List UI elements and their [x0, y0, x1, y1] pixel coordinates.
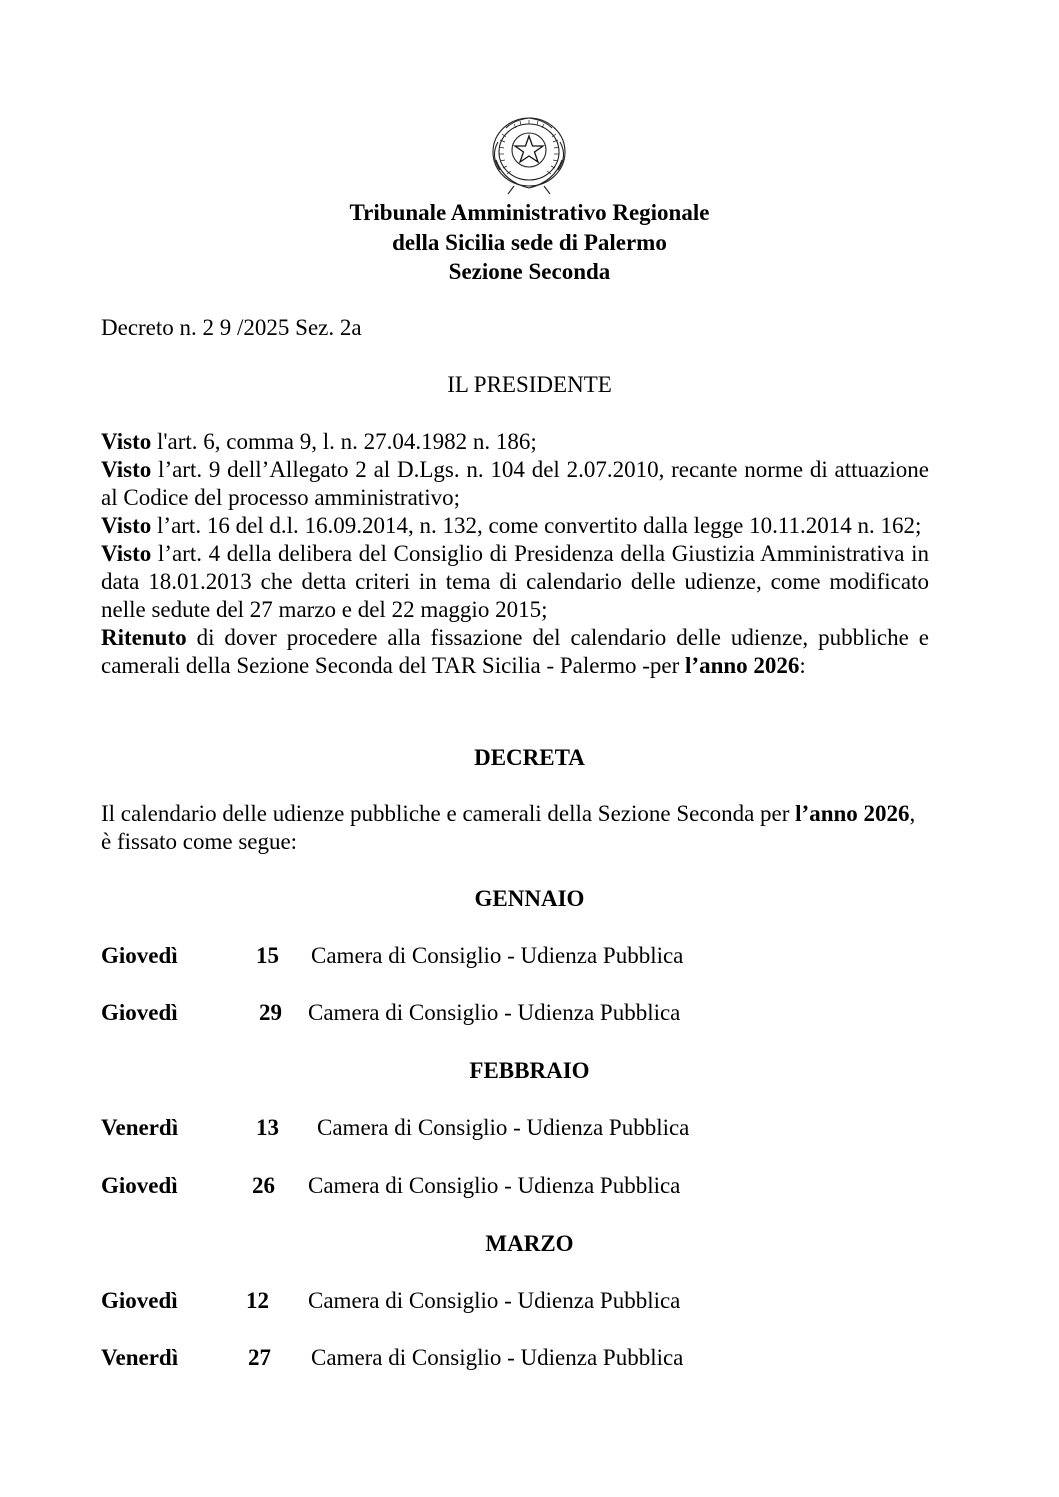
- calendar-row: [0, 999, 1059, 1029]
- hearing-type: Camera di Consiglio - Udienza Pubblica: [311, 1345, 684, 1370]
- president-title: IL PRESIDENTE: [447, 372, 612, 397]
- consideration-lead: Visto: [101, 429, 152, 454]
- hearing-type: Camera di Consiglio - Udienza Pubblica: [308, 1173, 681, 1198]
- consideration-text: l’art. 16 del d.l. 16.09.2014, n. 132, come convertito dalla legge 10.11.2014 n. 162;: [151, 513, 922, 538]
- hearing-type: Camera di Consiglio - Udienza Pubblica: [308, 1288, 681, 1313]
- consideration-lead: Visto: [101, 457, 152, 482]
- month-heading: GENNAIO: [474, 886, 585, 911]
- court-seat: della Sicilia sede di Palermo: [392, 230, 667, 255]
- consideration-lead: Visto: [101, 513, 152, 538]
- intro-text: Il calendario delle udienze pubbliche e camerali della Sezione Seconda per: [101, 801, 796, 826]
- hearing-type: Camera di Consiglio - Udienza Pubblica: [311, 943, 684, 968]
- weekday: Giovedì: [101, 1288, 178, 1313]
- ritenuto-year: l’anno 2026: [685, 653, 800, 678]
- calendar-row: [0, 1287, 1059, 1317]
- decreta-title: DECRETA: [474, 745, 585, 770]
- calendar-intro: [101, 800, 929, 856]
- calendar-row: [0, 1114, 1059, 1144]
- consideration-lead: Visto: [101, 541, 152, 566]
- consideration-text: l’art. 4 della delibera del Consiglio di Presidenza della Giustizia Amministrativa in data 18.01.2013 che detta criteri in tema di calendario delle udienze, come modificato nelle sedute del 27 marzo e del 22 maggio 2015;: [101, 541, 929, 622]
- calendar-row: [0, 1172, 1059, 1202]
- considerations-block: [101, 428, 929, 680]
- ritenuto-text: di dover procedere alla fissazione del calendario delle udienze, pubbliche e camerali della Sezione Seconda del TAR Sicilia - Palermo -per: [101, 625, 929, 678]
- italian-republic-emblem-icon: [484, 112, 574, 196]
- consideration-3: [101, 512, 929, 540]
- intro-text-end: , è fissato come segue:: [101, 801, 916, 854]
- weekday: Giovedì: [101, 1000, 178, 1025]
- date-number: 26: [252, 1173, 275, 1198]
- ritenuto-end: :: [799, 653, 806, 678]
- consideration-text: l’art. 9 dell’Allegato 2 al D.Lgs. n. 104 del 2.07.2010, recante norme di attuazione al Codice del processo amministrativo;: [101, 457, 929, 510]
- ritenuto-lead: Ritenuto: [101, 625, 187, 650]
- hearing-type: Camera di Consiglio - Udienza Pubblica: [317, 1115, 690, 1140]
- date-number: 27: [248, 1345, 271, 1370]
- month-heading: FEBBRAIO: [469, 1058, 590, 1083]
- calendar-row: [0, 942, 1059, 972]
- court-section: Sezione Seconda: [448, 259, 611, 284]
- decree-number: Decreto n. 2 9 /2025 Sez. 2a: [101, 315, 362, 340]
- date-number: 15: [256, 943, 279, 968]
- ritenuto-paragraph: [101, 624, 929, 680]
- consideration-4: [101, 540, 929, 624]
- weekday: Venerdì: [101, 1345, 179, 1370]
- date-number: 13: [256, 1115, 279, 1140]
- date-number: 29: [259, 1000, 282, 1025]
- weekday: Giovedì: [101, 1173, 178, 1198]
- date-number: 12: [246, 1288, 269, 1313]
- consideration-1: [101, 428, 929, 456]
- weekday: Venerdì: [101, 1115, 179, 1140]
- consideration-2: [101, 456, 929, 512]
- consideration-text: l'art. 6, comma 9, l. n. 27.04.1982 n. 186;: [151, 429, 537, 454]
- intro-year: l’anno 2026: [795, 801, 910, 826]
- month-heading: MARZO: [485, 1231, 574, 1256]
- calendar-row: [0, 1344, 1059, 1374]
- hearing-type: Camera di Consiglio - Udienza Pubblica: [308, 1000, 681, 1025]
- weekday: Giovedì: [101, 943, 178, 968]
- court-name: Tribunale Amministrativo Regionale: [349, 200, 710, 225]
